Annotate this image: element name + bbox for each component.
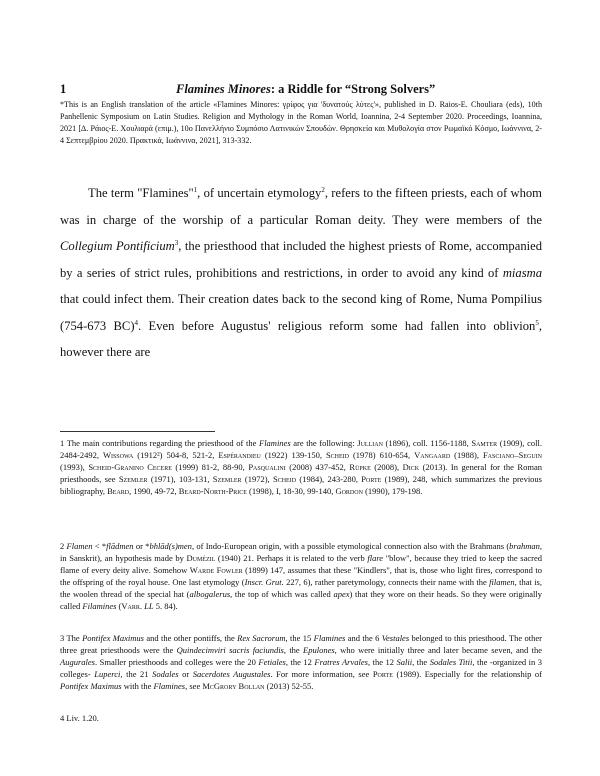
- footnote-4: 4 Liv. 1.20.: [60, 713, 99, 723]
- translation-note: *This is an English translation of the article «Flamines Minores: γρίφος για 'δυνατούς λύτες'», published in D. Raios-E. Chouliara (eds), 10th Panhellenic Symposium on Latin Studies. Religion and Mythology in the Roman World, Ioannina, 2-4 September 2020. Proceedings, Ioannina, 2021 [Δ. Ράιος-Ε. Χουλιαρά (επιμ.), 10ο Πανελλήνιο Συμπόσιο Λατινικών Σπουδών. Θρησκεία και Μυθολογία στον Ρωμαϊκό Κόσμο, Ιωάννινα, 2-4 Σεπτεμβρίου 2020. Πρακτικά, Ιωάννινα, 2021], 313-332.: [60, 100, 542, 145]
- footnote-divider: [60, 431, 215, 432]
- footnote-3: 3 The Pontifex Maximus and the other pontiffs, the Rex Sacrorum, the 15 Flamines and the 6 Vestales belonged to this priesthood. The other three great priesthoods were the Quindecimviri sacris faciundis, the Epulones, who were initially three and later became seven, and the Augurales. Smaller priesthoods and colleges were the 20 Fetiales, the 12 Fratres Arvales, the 12 Salii, the Sodales Titii, the -organized in 3 colleges- Luperci, the 21 Sodales or Sacerdotes Augustales. For more information, see Porte (1989). Especially for the relationship of Pontifex Maximus with the Flamines, see McGrory Bollan (2013) 52-55.: [60, 633, 543, 691]
- footnote-1: 1 The main contributions regarding the priesthood of the Flamines are the following: Jullian (1896), coll. 1156-1188, Samter (1909), coll. 2484-2492, Wissowa (1912²) 504-8, 521-2, Espérandieu (1922) 139-150, Scheid (1978) 610-654, Vangaard (1988), Fasciano–Seguin (1993), Scheid-Granino Cecere (1999) 81-2, 88-90, Pasqualini (2008) 437-452, Rüpke (2008), Dick (2013). In general for the Roman priesthoods, see Szemler (1971), 103-131, Szemler (1972), Scheid (1984), 243-280, Porte (1989), 248, which summarizes the previous bibliography, Beard, 1990, 49-72, Beard-North-Price (1998), I, 18-30, 99-140, Gordon (1990), 179-198.: [60, 438, 542, 496]
- footnote-ref-1[interactable]: 1: [193, 185, 198, 194]
- footnote-ref-3[interactable]: 3: [174, 238, 179, 247]
- page-number: 1: [60, 82, 67, 96]
- footnote-ref-4[interactable]: 4: [134, 318, 139, 327]
- footnote-ref-5[interactable]: 5: [535, 318, 539, 327]
- footnote-ref-2[interactable]: 2: [321, 185, 325, 194]
- article-title-rest: : a Riddle for “Strong Solvers”: [270, 82, 436, 96]
- footnote-2: 2 Flamen < *flādmen or *bhlād(s)men, of Indo-European origin, with a possible etymological connection also with the Brahmans (brahman, in Sanskrit), an hypothesis made by Dumézil (1940) 21. Perhaps it is related to the verb flare "blow", because they tried to keep the sacred flame of every deity alive. Somehow Warde Fowler (1899) 147, assumes that these "Kindlers", that is, those who light fires, correspond to the offspring of the royal house. One last etymology (Inscr. Grut. 227, 6), rather paretymology, connects their name with the filamen, that is, the woolen thread of the special hat (albogalerus, the top of which was called apex) that they wore on their heads. So they were originally called Filamines (Varr. LL 5. 84).: [60, 541, 543, 611]
- body-paragraph: The term "Flamines"$^1$, of uncertain etymology$^2$, refers to the fifteen priests, each of whom was in charge of the worship of a particular Roman deity. They were members of the Collegium Pontificium$^3$, the priesthood that included the highest priests of Rome, accompanied by a series of strict rules, prohibitions and restrictions, in order to avoid any kind of miasma that could infect them. Their creation dates back to the second king of Rome, Numa Pompilius (754-673 BC)$^4$. Even before Augustus' religious reform some had fallen into oblivion$^5$, however there are: [60, 185, 543, 359]
- article-title: [176, 82, 435, 97]
- article-title-italic: Flamines Minores: [176, 82, 271, 96]
